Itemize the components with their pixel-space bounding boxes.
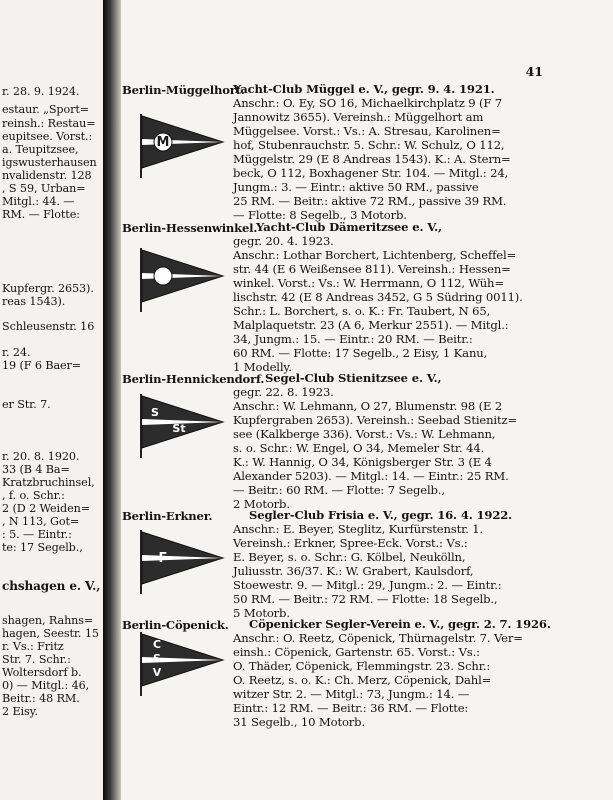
entry-text-line: hof, Stubenrauchstr. 5. Schr.: W. Schulz, O 112, — [233, 138, 505, 152]
left-page-line: r. 28. 9. 1924. — [2, 85, 80, 98]
entry-text-line: Schr.: L. Borchert, s. o. K.: Fr. Taubert, N 65, — [233, 304, 491, 318]
entry-text-line: Anschr.: O. Reetz, Cöpenick, Thürnagelstr. 7. Ver= — [233, 631, 523, 645]
entry-text-line: 31 Segelb., 10 Motorb. — [233, 715, 365, 729]
left-page-line: a. Teupitzsee, — [2, 143, 79, 156]
entry-text-line: O. Reetz, s. o. K.: Ch. Merz, Cöpenick, Dahl= — [233, 673, 492, 687]
left-page-line: nvalidenstr. 128 — [2, 169, 92, 182]
entry-place: Berlin-Erkner. — [122, 509, 213, 523]
entry-text-line: see (Kalkberge 336). Vorst.: Vs.: W. Lehmann, — [233, 427, 496, 441]
entry-text-line: s. o. Schr.: W. Engel, O 34, Memeler Str. 44. — [233, 441, 485, 455]
pennant-letter: St — [172, 422, 186, 435]
left-page-line: reinsh.: Restau= — [2, 117, 96, 130]
entry-text-line: E. Beyer, s. o. Schr.: G. Kölbel, Neukölln, — [233, 550, 466, 564]
pennant-letter: S — [153, 652, 161, 665]
entry-text-line: beck, O 112, Boxhagener Str. 104. — Mitgl.: 24, — [233, 166, 509, 180]
entry-text-line: Stoewestr. 9. — Mitgl.: 29, Jungm.: 2. — Eintr.: — [233, 578, 502, 592]
pennant-letter: F — [158, 551, 168, 566]
left-page-line: Beitr.: 48 RM. — [2, 692, 80, 705]
book-gutter — [103, 0, 121, 800]
club-name-line: Cöpenicker Segler-Verein e. V., gegr. 2. 7. 1926. — [249, 617, 551, 631]
left-page-line: 2 (D 2 Weiden= — [2, 502, 90, 515]
left-page-line: 33 (B 4 Ba= — [2, 463, 70, 476]
entry-text-line: O. Thäder, Cöpenick, Flemmingstr. 23. Schr.: — [233, 659, 491, 673]
left-page-line: Kupfergr. 2653). — [2, 282, 94, 295]
entry-place: Berlin-Hennickendorf. — [122, 372, 265, 386]
right-page — [121, 0, 613, 800]
entry-text-line: gegr. 20. 4. 1923. — [233, 234, 334, 248]
left-page-line: eupitsee. Vorst.: — [2, 130, 93, 143]
left-page-line: Kratzbruchinsel, — [2, 476, 95, 489]
entry-text-line: 34, Jungm.: 15. — Eintr.: 20 RM. — Beitr.: — [233, 332, 473, 346]
entry-text-line: Kupfergraben 2653). Vereinsh.: Seebad Stienitz= — [233, 413, 518, 427]
club-pennant-icon — [135, 246, 227, 314]
left-page-line: igswusterhausen — [2, 156, 97, 169]
entry-place: Berlin-Cöpenick. — [122, 618, 229, 632]
entry-text-line: Anschr.: Lothar Borchert, Lichtenberg, Scheffel= — [233, 248, 517, 262]
pennant-letter: S — [151, 406, 159, 419]
left-page-line: r. Vs.: Fritz — [2, 640, 64, 653]
page-number: 41 — [525, 64, 543, 79]
pennant-letter: M — [156, 135, 170, 150]
entry-text-line: einsh.: Cöpenick, Gartenstr. 65. Vorst.: Vs.: — [233, 645, 480, 659]
entry-text-line: Eintr.: 12 RM. — Beitr.: 36 RM. — Flotte: — [233, 701, 469, 715]
entry-text-line: Jungm.: 3. — Eintr.: aktive 50 RM., passive — [233, 180, 479, 194]
entry-text-line: 60 RM. — Flotte: 17 Segelb., 2 Eisy, 1 Kanu, — [233, 346, 488, 360]
entry-text-line: Anschr.: E. Beyer, Steglitz, Kurfürstenstr. 1. — [233, 522, 484, 536]
entry-text-line: Vereinsh.: Erkner, Spree-Eck. Vorst.: Vs.: — [233, 536, 468, 550]
left-page-line: r. 24. — [2, 346, 31, 359]
left-page-line: Schleusenstr. 16 — [2, 320, 95, 333]
entry-text-line: lischstr. 42 (E 8 Andreas 3452, G 5 Südring 0011). — [233, 290, 523, 304]
left-page-line: , N 113, Got= — [2, 515, 80, 528]
club-pennant-icon — [135, 528, 227, 596]
left-page-line: r. 20. 8. 1920. — [2, 450, 80, 463]
left-page-line: : 5. — Eintr.: — [2, 528, 72, 541]
entry-place: Berlin-Müggelhort. — [122, 83, 245, 97]
entry-text-line: gegr. 22. 8. 1923. — [233, 385, 334, 399]
entry-text-line: 25 RM. — Beitr.: aktive 72 RM., passive 39 RM. — [233, 194, 507, 208]
left-page-line: shagen, Rahns= — [2, 614, 94, 627]
entry-text-line: str. 44 (E 6 Weißensee 811). Vereinsh.: Hessen= — [233, 262, 511, 276]
entry-text-line: 5 Motorb. — [233, 606, 290, 620]
left-page-line: Mitgl.: 44. — — [2, 195, 75, 208]
left-page-line: Str. 7. Schr.: — [2, 653, 71, 666]
entry-text-line: Müggelstr. 29 (E 8 Andreas 1543). K.: A. Stern= — [233, 152, 511, 166]
entry-text-line: Malplaquetstr. 23 (A 6, Merkur 2551). — Mitgl.: — [233, 318, 509, 332]
left-page-line: te: 17 Segelb., — [2, 541, 83, 554]
club-name-line: Segel-Club Stienitzsee e. V., — [265, 371, 442, 385]
entry-text-line: witzer Str. 2. — Mitgl.: 73, Jungm.: 14. — — [233, 687, 470, 701]
entry-text-line: 50 RM. — Beitr.: 72 RM. — Flotte: 18 Segelb., — [233, 592, 498, 606]
left-page-line: estaur. „Sport= — [2, 103, 90, 116]
left-page-line: hagen, Seestr. 15 — [2, 627, 99, 640]
pennant-letter: C — [152, 638, 162, 651]
entry-text-line: Anschr.: W. Lehmann, O 27, Blumenstr. 98 (E 2 — [233, 399, 503, 413]
club-pennant-icon — [135, 630, 227, 698]
left-page-line: 19 (F 6 Baer= — [2, 359, 82, 372]
pennant-letter: V — [152, 666, 162, 679]
left-page-line: er Str. 7. — [2, 398, 51, 411]
club-pennant-icon — [135, 112, 227, 180]
left-page-line: , f. o. Schr.: — [2, 489, 65, 502]
left-page-line: chshagen e. V., — [2, 580, 101, 593]
left-page-line: 0) — Mitgl.: 46, — [2, 679, 90, 692]
club-name-line: Yacht-Club Müggel e. V., gegr. 9. 4. 1921. — [233, 82, 495, 96]
entry-text-line: 1 Modelly. — [233, 360, 292, 374]
left-page-line: , S 59, Urban= — [2, 182, 86, 195]
entry-text-line: Juliusstr. 36/37. K.: W. Grabert, Kaulsdorf, — [233, 564, 474, 578]
left-page-line: reas 1543). — [2, 295, 66, 308]
entry-text-line: — Flotte: 8 Segelb., 3 Motorb. — [233, 208, 407, 222]
left-page — [0, 0, 103, 800]
entry-text-line: winkel. Vorst.: Vs.: W. Herrmann, O 112, Wüh= — [233, 276, 504, 290]
club-name-line: Yacht-Club Dämeritzsee e. V., — [256, 220, 442, 234]
left-page-line: 2 Eisy. — [2, 705, 38, 718]
club-name-line: Segler-Club Frisia e. V., gegr. 16. 4. 1922. — [249, 508, 513, 522]
entry-place: Berlin-Hessenwinkel. — [122, 221, 258, 235]
entry-text-line: K.: W. Hannig, O 34, Königsberger Str. 3 (E 4 — [233, 455, 492, 469]
entry-text-line: Alexander 5203). — Mitgl.: 14. — Eintr.: 25 RM. — [233, 469, 509, 483]
entry-text-line: Müggelsee. Vorst.: Vs.: A. Stresau, Karolinen= — [233, 124, 501, 138]
entry-text-line: Anschr.: O. Ey, SO 16, Michaelkirchplatz 9 (F 7 — [233, 96, 502, 110]
left-page-line: Woltersdorf b. — [2, 666, 82, 679]
club-pennant-icon — [135, 392, 227, 460]
entry-text-line: — Beitr.: 60 RM. — Flotte: 7 Segelb., — [233, 483, 445, 497]
entry-text-line: Jannowitz 3655). Vereinsh.: Müggelhort am — [233, 110, 484, 124]
left-page-line: RM. — Flotte: — [2, 208, 80, 221]
entry-text-line: 2 Motorb. — [233, 497, 290, 511]
